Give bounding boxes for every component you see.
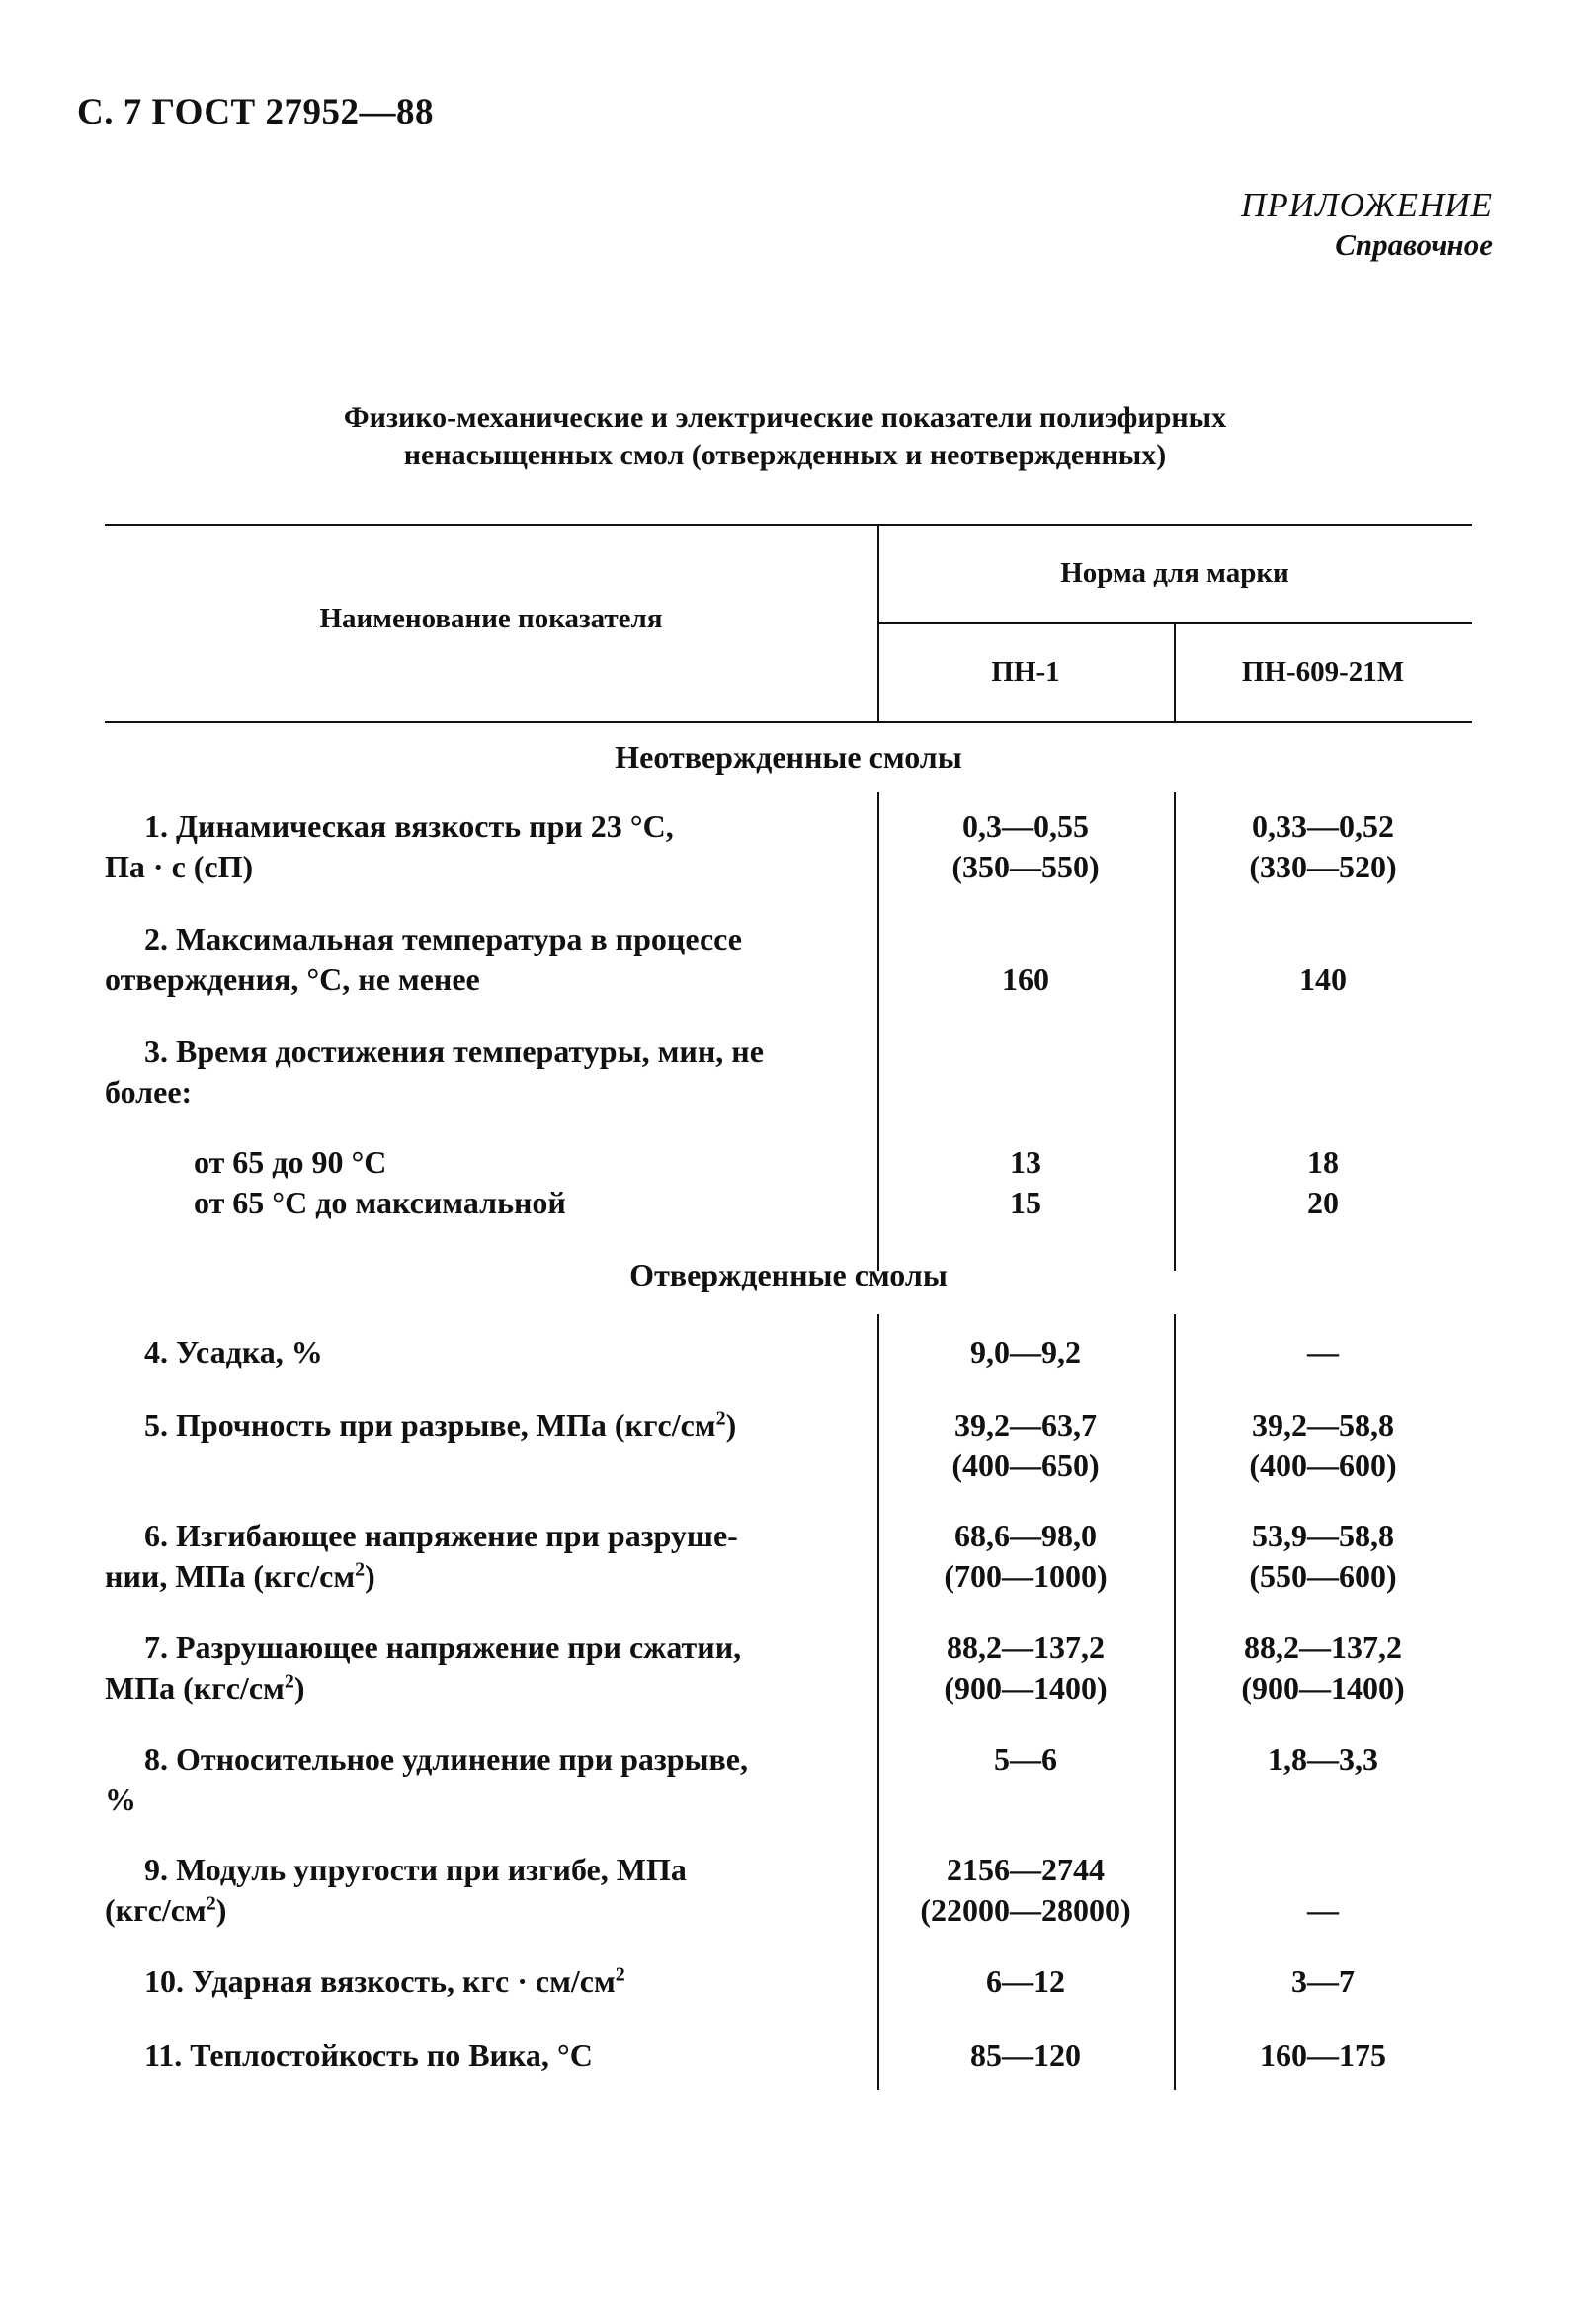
row5-value-brand2: 39,2—58,8 (400—600) — [1249, 1407, 1397, 1483]
table-row-11: 11. Теплостойкость по Вика, °С — [144, 2037, 593, 2073]
section-cured: Отвержденные смолы — [629, 1257, 948, 1292]
row8-value-brand1: 5—6 — [994, 1741, 1057, 1777]
row6-value-brand1: 68,6—98,0 (700—1000) — [944, 1518, 1108, 1594]
row11-value-brand2: 160—175 — [1260, 2037, 1386, 2073]
row5-value-brand1: 39,2—63,7 (400—650) — [951, 1407, 1100, 1483]
row6-value-brand2: 53,9—58,8 (550—600) — [1249, 1518, 1397, 1594]
appendix-title: ПРИЛОЖЕНИЕ — [1241, 186, 1493, 224]
row2-value-brand1: 160 — [1002, 961, 1049, 997]
document-title — [0, 399, 1570, 474]
table-top-rule — [105, 524, 1472, 526]
row4-value-brand1: 9,0—9,2 — [970, 1334, 1081, 1370]
row1-value-brand2: 0,33—0,52 (330—520) — [1249, 808, 1397, 884]
row7-value-brand1: 88,2—137,2 (900—1400) — [944, 1629, 1108, 1705]
row3a-value-brand1: 13 — [1010, 1144, 1041, 1180]
row3a-value-brand2: 18 — [1307, 1144, 1339, 1180]
col-header-group: Норма для марки — [1060, 557, 1289, 589]
table-row-8: 8. Относительное удлинение при разрыве, % — [105, 1741, 748, 1817]
page-header: С. 7 ГОСТ 27952—88 — [77, 92, 434, 132]
row2-value-brand2: 140 — [1299, 961, 1347, 997]
header-bottom-rule — [105, 721, 1472, 723]
row1-value-brand1: 0,3—0,55 (350—550) — [951, 808, 1100, 884]
table-row-3: 3. Время достижения температуры, мин, не более: — [105, 1034, 764, 1110]
col-header-brand2: ПН-609-21М — [1241, 656, 1405, 688]
table-row-4: 4. Усадка, % — [144, 1334, 323, 1370]
row10-value-brand1: 6—12 — [986, 1963, 1065, 1999]
section-uncured: Неотвержденные смолы — [615, 739, 962, 775]
row9-value-brand2: — — [1307, 1892, 1339, 1928]
table-row-1: 1. Динамическая вязкость при 23 °С, Па · с (сП) — [105, 808, 674, 884]
row7-value-brand2: 88,2—137,2 (900—1400) — [1241, 1629, 1405, 1705]
appendix-subtitle: Справочное — [1335, 227, 1493, 262]
row3b-value-brand2: 20 — [1307, 1185, 1339, 1220]
table-row-3b: от 65 °С до максимальной — [194, 1185, 566, 1220]
document-title-line2: ненасыщенных смол (отвержденных и неотвержденных) — [403, 439, 1167, 471]
row11-value-brand1: 85—120 — [970, 2037, 1081, 2073]
document-title-line1: Физико-механические и электрические показатели полиэфирных — [343, 401, 1227, 434]
table-row-10: 10. Ударная вязкость, кгс · $см/см^2$ — [144, 1963, 625, 1999]
col-header-name: Наименование показателя — [319, 603, 663, 634]
table-row-6: 6. Изгибающее напряжение при разруше- нии, МПа $(кгс/см^2)$ — [105, 1518, 738, 1594]
row10-value-brand2: 3—7 — [1291, 1963, 1355, 1999]
table-row-3a: от 65 до 90 °С — [194, 1144, 387, 1180]
table-row-9: 9. Модуль упругости при изгибе, МПа $(кгс/см^2)$ — [105, 1852, 687, 1928]
row4-value-brand2: — — [1307, 1334, 1339, 1370]
col-header-brand1: ПН-1 — [991, 656, 1060, 688]
row9-value-brand1: 2156—2744 (22000—28000) — [920, 1852, 1131, 1928]
appendix-label — [1241, 186, 1493, 263]
row3b-value-brand1: 15 — [1010, 1185, 1041, 1220]
table-row-5: 5. Прочность при разрыве, МПа $(кгс/см^2)$ — [144, 1407, 737, 1443]
row8-value-brand2: 1,8—3,3 — [1268, 1741, 1378, 1777]
table-row-2: 2. Максимальная температура в процессе отверждения, °С, не менее — [105, 921, 742, 997]
table-row-7: 7. Разрушающее напряжение при сжатии, МПа $(кгс/см^2)$ — [105, 1629, 742, 1705]
